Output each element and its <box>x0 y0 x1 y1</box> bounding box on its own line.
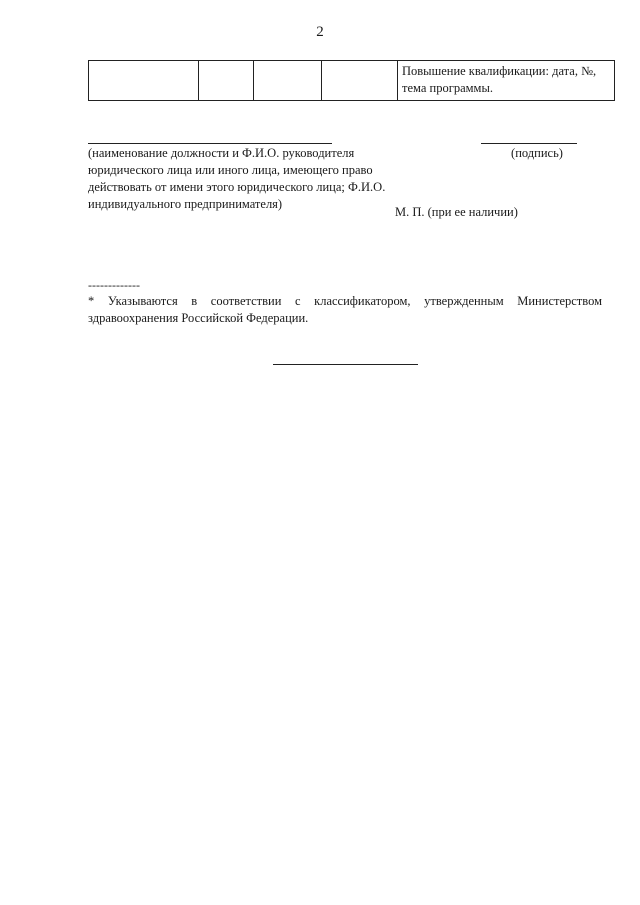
page-number: 2 <box>316 24 324 40</box>
signature-line <box>481 143 577 144</box>
table-cell-empty-4 <box>322 61 398 101</box>
footnote-text: * Указываются в соответствии с классификатором, утвержденным Министерством здравоохранения Российской Федерации. <box>88 294 602 325</box>
signature-caption: (подпись) <box>511 146 563 160</box>
table-cell-empty-3 <box>254 61 322 101</box>
name-signature-line <box>88 143 332 144</box>
footnote-separator: ------------- <box>88 278 140 292</box>
table-cell-empty-1 <box>89 61 199 101</box>
name-position-caption: (наименование должности и Ф.И.О. руководителя юридического лица или иного лица, имеющего право действовать от имени этого юридического лица; Ф.И.О. индивидуального предпринимателя) <box>88 146 386 211</box>
table-cell-qualification: Повышение квалификации: дата, №, тема программы. <box>398 61 615 101</box>
table-cell-empty-2 <box>199 61 254 101</box>
end-of-document-line <box>273 364 418 365</box>
stamp-caption: М. П. (при ее наличии) <box>395 205 518 219</box>
form-table <box>88 60 615 101</box>
table-row <box>89 61 615 101</box>
